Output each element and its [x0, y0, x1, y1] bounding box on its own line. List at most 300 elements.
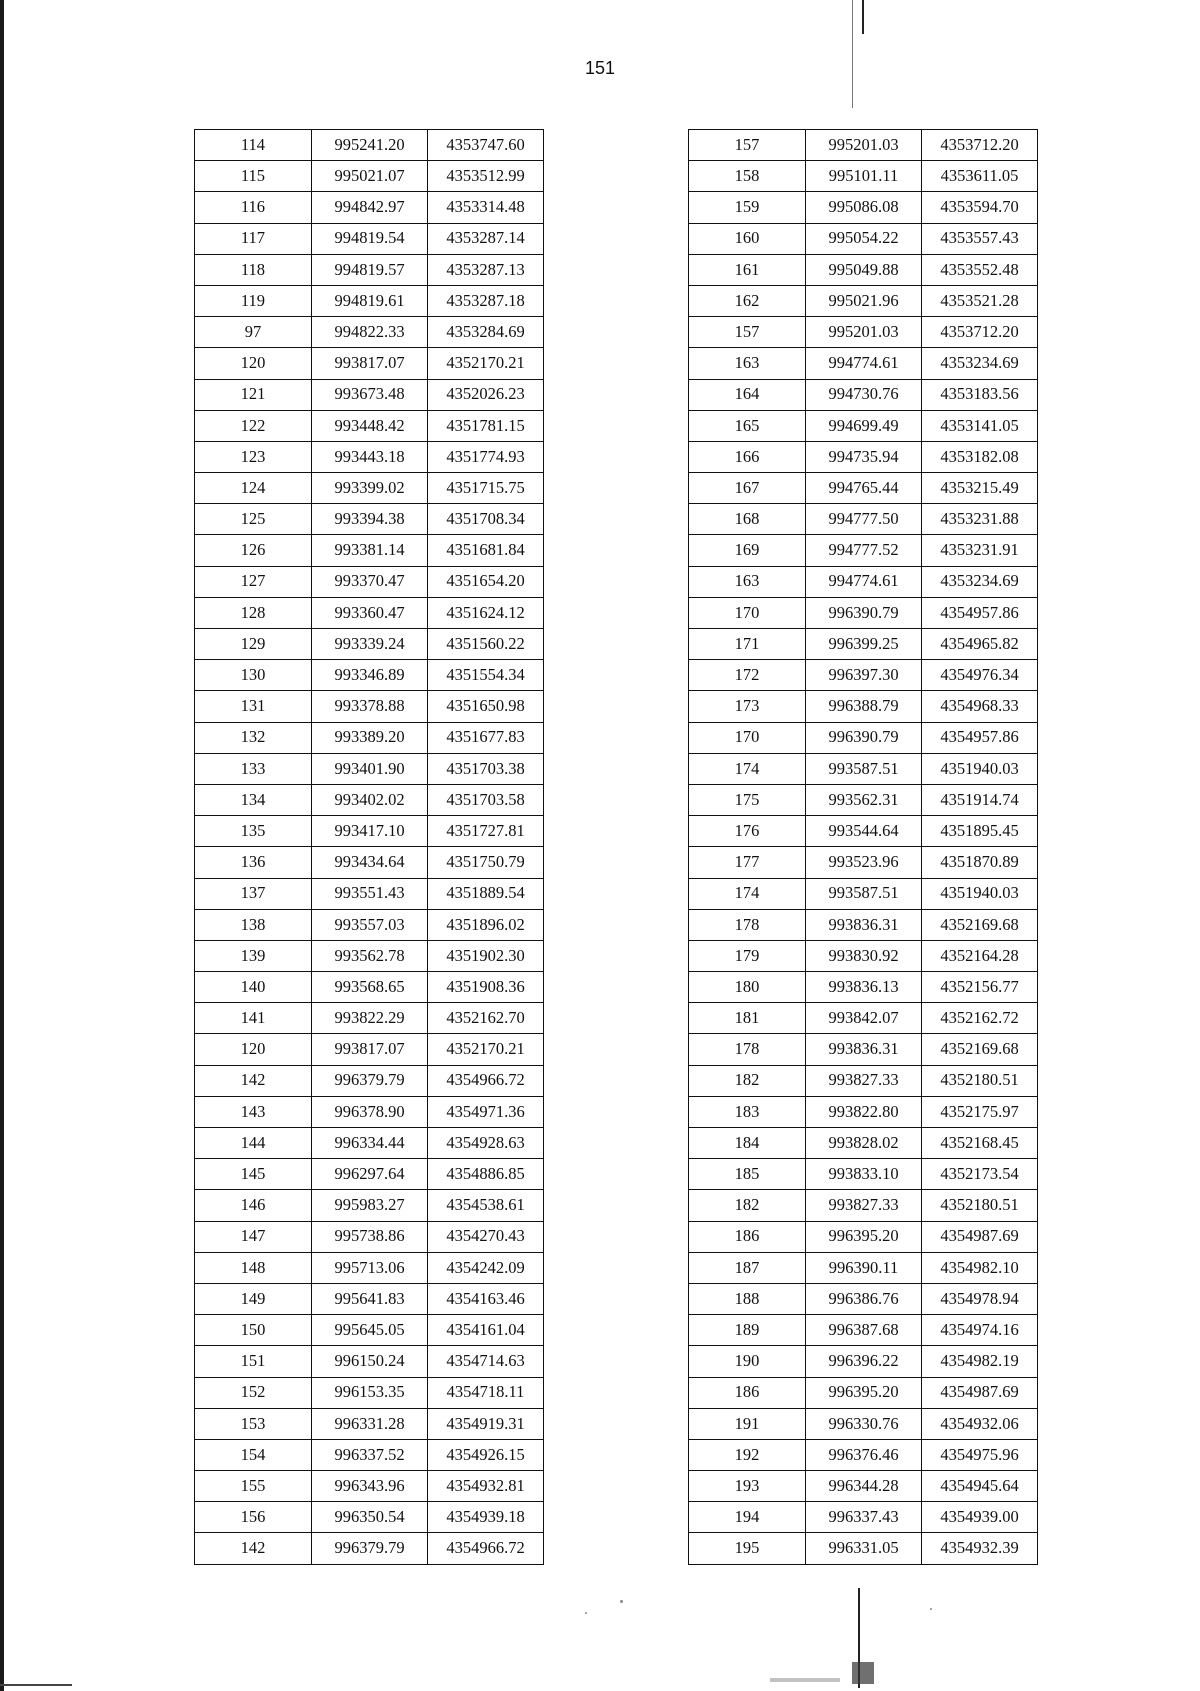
- x-coordinate-cell: 993389.20: [312, 722, 428, 753]
- table-row: [195, 1502, 544, 1533]
- point-id-cell: 174: [689, 878, 806, 909]
- table-row: [195, 784, 544, 815]
- point-id-cell: 170: [689, 722, 806, 753]
- x-coordinate-cell: 996395.20: [806, 1377, 922, 1408]
- x-coordinate-cell: 993568.65: [312, 972, 428, 1003]
- table-row: [195, 1096, 544, 1127]
- table-row: [689, 535, 1038, 566]
- table-row: [689, 566, 1038, 597]
- y-coordinate-cell: 4353557.43: [922, 223, 1038, 254]
- x-coordinate-cell: 993417.10: [312, 816, 428, 847]
- y-coordinate-cell: 4351870.89: [922, 847, 1038, 878]
- x-coordinate-cell: 994699.49: [806, 410, 922, 441]
- x-coordinate-cell: 993822.80: [806, 1096, 922, 1127]
- y-coordinate-cell: 4354945.64: [922, 1471, 1038, 1502]
- y-coordinate-cell: 4353512.99: [428, 161, 544, 192]
- table-row: [689, 1065, 1038, 1096]
- y-coordinate-cell: 4354978.94: [922, 1283, 1038, 1314]
- y-coordinate-cell: 4353182.08: [922, 441, 1038, 472]
- table-row: [195, 348, 544, 379]
- table-row: [689, 410, 1038, 441]
- x-coordinate-cell: 993822.29: [312, 1003, 428, 1034]
- y-coordinate-cell: 4353552.48: [922, 254, 1038, 285]
- point-id-cell: 116: [195, 192, 312, 223]
- point-id-cell: 145: [195, 1159, 312, 1190]
- point-id-cell: 119: [195, 285, 312, 316]
- table-row: [689, 629, 1038, 660]
- point-id-cell: 132: [195, 722, 312, 753]
- y-coordinate-cell: 4351940.03: [922, 753, 1038, 784]
- point-id-cell: 186: [689, 1221, 806, 1252]
- y-coordinate-cell: 4351703.38: [428, 753, 544, 784]
- table-row: [195, 535, 544, 566]
- point-id-cell: 133: [195, 753, 312, 784]
- y-coordinate-cell: 4353611.05: [922, 161, 1038, 192]
- y-coordinate-cell: 4352162.72: [922, 1003, 1038, 1034]
- x-coordinate-cell: 993360.47: [312, 597, 428, 628]
- table-row: [195, 473, 544, 504]
- table-row: [689, 1471, 1038, 1502]
- point-id-cell: 117: [195, 223, 312, 254]
- point-id-cell: 122: [195, 410, 312, 441]
- table-row: [689, 1221, 1038, 1252]
- y-coordinate-cell: 4354928.63: [428, 1128, 544, 1159]
- y-coordinate-cell: 4354957.86: [922, 722, 1038, 753]
- table-row: [689, 847, 1038, 878]
- x-coordinate-cell: 993394.38: [312, 504, 428, 535]
- point-id-cell: 177: [689, 847, 806, 878]
- y-coordinate-cell: 4353231.91: [922, 535, 1038, 566]
- x-coordinate-cell: 994819.61: [312, 285, 428, 316]
- point-id-cell: 147: [195, 1221, 312, 1252]
- table-row: [195, 1377, 544, 1408]
- point-id-cell: 152: [195, 1377, 312, 1408]
- table-row: [195, 441, 544, 472]
- y-coordinate-cell: 4354939.00: [922, 1502, 1038, 1533]
- table-row: [689, 1034, 1038, 1065]
- binding-smudge-faint: [770, 1678, 840, 1682]
- point-id-cell: 184: [689, 1128, 806, 1159]
- point-id-cell: 173: [689, 691, 806, 722]
- point-id-cell: 189: [689, 1315, 806, 1346]
- y-coordinate-cell: 4354538.61: [428, 1190, 544, 1221]
- x-coordinate-cell: 996344.28: [806, 1471, 922, 1502]
- point-id-cell: 138: [195, 909, 312, 940]
- point-id-cell: 120: [195, 1034, 312, 1065]
- y-coordinate-cell: 4351902.30: [428, 940, 544, 971]
- y-coordinate-cell: 4353521.28: [922, 285, 1038, 316]
- y-coordinate-cell: 4354965.82: [922, 629, 1038, 660]
- table-row: [689, 722, 1038, 753]
- table-row: [689, 441, 1038, 472]
- point-id-cell: 142: [195, 1065, 312, 1096]
- point-id-cell: 158: [689, 161, 806, 192]
- x-coordinate-cell: 993551.43: [312, 878, 428, 909]
- binding-smudge: [852, 1662, 874, 1684]
- x-coordinate-cell: 995086.08: [806, 192, 922, 223]
- table-row: [195, 1283, 544, 1314]
- point-id-cell: 182: [689, 1065, 806, 1096]
- point-id-cell: 175: [689, 784, 806, 815]
- point-id-cell: 186: [689, 1377, 806, 1408]
- y-coordinate-cell: 4351896.02: [428, 909, 544, 940]
- y-coordinate-cell: 4352026.23: [428, 379, 544, 410]
- page-number: 151: [584, 58, 616, 78]
- x-coordinate-cell: 993523.96: [806, 847, 922, 878]
- y-coordinate-cell: 4352180.51: [922, 1190, 1038, 1221]
- table-row: [195, 597, 544, 628]
- y-coordinate-cell: 4353234.69: [922, 566, 1038, 597]
- point-id-cell: 185: [689, 1159, 806, 1190]
- x-coordinate-cell: 996388.79: [806, 691, 922, 722]
- scan-left-edge: [0, 0, 4, 1691]
- table-row: [195, 410, 544, 441]
- y-coordinate-cell: 4352180.51: [922, 1065, 1038, 1096]
- y-coordinate-cell: 4351914.74: [922, 784, 1038, 815]
- point-id-cell: 137: [195, 878, 312, 909]
- table-row: [195, 566, 544, 597]
- scan-speck: [585, 1612, 587, 1614]
- x-coordinate-cell: 996396.22: [806, 1346, 922, 1377]
- x-coordinate-cell: 993587.51: [806, 878, 922, 909]
- y-coordinate-cell: 4351727.81: [428, 816, 544, 847]
- point-id-cell: 118: [195, 254, 312, 285]
- table-row: [689, 660, 1038, 691]
- y-coordinate-cell: 4354974.16: [922, 1315, 1038, 1346]
- y-coordinate-cell: 4353747.60: [428, 130, 544, 161]
- x-coordinate-cell: 993817.07: [312, 1034, 428, 1065]
- y-coordinate-cell: 4352164.28: [922, 940, 1038, 971]
- y-coordinate-cell: 4354966.72: [428, 1533, 544, 1564]
- x-coordinate-cell: 993448.42: [312, 410, 428, 441]
- x-coordinate-cell: 994777.52: [806, 535, 922, 566]
- y-coordinate-cell: 4354987.69: [922, 1377, 1038, 1408]
- x-coordinate-cell: 995201.03: [806, 317, 922, 348]
- table-row: [689, 1159, 1038, 1190]
- table-row: [195, 1159, 544, 1190]
- point-id-cell: 168: [689, 504, 806, 535]
- x-coordinate-cell: 996378.90: [312, 1096, 428, 1127]
- y-coordinate-cell: 4351654.20: [428, 566, 544, 597]
- y-coordinate-cell: 4354886.85: [428, 1159, 544, 1190]
- x-coordinate-cell: 993557.03: [312, 909, 428, 940]
- table-row: [689, 473, 1038, 504]
- point-id-cell: 157: [689, 130, 806, 161]
- table-row: [195, 192, 544, 223]
- y-coordinate-cell: 4351624.12: [428, 597, 544, 628]
- y-coordinate-cell: 4354270.43: [428, 1221, 544, 1252]
- x-coordinate-cell: 996330.76: [806, 1408, 922, 1439]
- table-row: [195, 629, 544, 660]
- y-coordinate-cell: 4354932.06: [922, 1408, 1038, 1439]
- table-row: [689, 1003, 1038, 1034]
- x-coordinate-cell: 996350.54: [312, 1502, 428, 1533]
- y-coordinate-cell: 4352162.70: [428, 1003, 544, 1034]
- y-coordinate-cell: 4352168.45: [922, 1128, 1038, 1159]
- x-coordinate-cell: 993346.89: [312, 660, 428, 691]
- x-coordinate-cell: 994819.57: [312, 254, 428, 285]
- x-coordinate-cell: 993587.51: [806, 753, 922, 784]
- y-coordinate-cell: 4353141.05: [922, 410, 1038, 441]
- x-coordinate-cell: 996386.76: [806, 1283, 922, 1314]
- point-id-cell: 195: [689, 1533, 806, 1564]
- point-id-cell: 127: [195, 566, 312, 597]
- table-row: [195, 940, 544, 971]
- y-coordinate-cell: 4351750.79: [428, 847, 544, 878]
- table-row: [195, 285, 544, 316]
- x-coordinate-cell: 993339.24: [312, 629, 428, 660]
- x-coordinate-cell: 996379.79: [312, 1533, 428, 1564]
- point-id-cell: 172: [689, 660, 806, 691]
- table-row: [195, 691, 544, 722]
- point-id-cell: 130: [195, 660, 312, 691]
- point-id-cell: 124: [195, 473, 312, 504]
- table-row: [195, 1065, 544, 1096]
- point-id-cell: 178: [689, 909, 806, 940]
- point-id-cell: 148: [195, 1252, 312, 1283]
- y-coordinate-cell: 4354242.09: [428, 1252, 544, 1283]
- y-coordinate-cell: 4354163.46: [428, 1283, 544, 1314]
- table-row: [195, 1190, 544, 1221]
- table-row: [689, 691, 1038, 722]
- y-coordinate-cell: 4351715.75: [428, 473, 544, 504]
- y-coordinate-cell: 4352170.21: [428, 1034, 544, 1065]
- x-coordinate-cell: 994774.61: [806, 566, 922, 597]
- x-coordinate-cell: 995101.11: [806, 161, 922, 192]
- x-coordinate-cell: 996390.79: [806, 722, 922, 753]
- point-id-cell: 120: [195, 348, 312, 379]
- table-row: [689, 972, 1038, 1003]
- table-row: [195, 816, 544, 847]
- y-coordinate-cell: 4351889.54: [428, 878, 544, 909]
- y-coordinate-cell: 4353183.56: [922, 379, 1038, 410]
- table-row: [195, 972, 544, 1003]
- y-coordinate-cell: 4354718.11: [428, 1377, 544, 1408]
- y-coordinate-cell: 4353712.20: [922, 130, 1038, 161]
- y-coordinate-cell: 4353287.13: [428, 254, 544, 285]
- x-coordinate-cell: 994730.76: [806, 379, 922, 410]
- table-row: [195, 504, 544, 535]
- point-id-cell: 131: [195, 691, 312, 722]
- point-id-cell: 167: [689, 473, 806, 504]
- coordinates-table-right: [688, 129, 1038, 1565]
- point-id-cell: 134: [195, 784, 312, 815]
- x-coordinate-cell: 996379.79: [312, 1065, 428, 1096]
- table-row: [195, 660, 544, 691]
- table-row: [195, 847, 544, 878]
- table-row: [195, 223, 544, 254]
- table-row: [689, 816, 1038, 847]
- point-id-cell: 159: [689, 192, 806, 223]
- x-coordinate-cell: 995241.20: [312, 130, 428, 161]
- point-id-cell: 160: [689, 223, 806, 254]
- x-coordinate-cell: 994822.33: [312, 317, 428, 348]
- y-coordinate-cell: 4354982.19: [922, 1346, 1038, 1377]
- table-row: [689, 504, 1038, 535]
- y-coordinate-cell: 4354926.15: [428, 1439, 544, 1470]
- x-coordinate-cell: 993562.78: [312, 940, 428, 971]
- point-id-cell: 170: [689, 597, 806, 628]
- table-row: [689, 223, 1038, 254]
- table-row: [195, 753, 544, 784]
- table-row: [195, 1128, 544, 1159]
- point-id-cell: 114: [195, 130, 312, 161]
- x-coordinate-cell: 994842.97: [312, 192, 428, 223]
- point-id-cell: 171: [689, 629, 806, 660]
- table-row: [689, 1408, 1038, 1439]
- x-coordinate-cell: 996150.24: [312, 1346, 428, 1377]
- point-id-cell: 194: [689, 1502, 806, 1533]
- y-coordinate-cell: 4354971.36: [428, 1096, 544, 1127]
- y-coordinate-cell: 4352170.21: [428, 348, 544, 379]
- point-id-cell: 153: [195, 1408, 312, 1439]
- x-coordinate-cell: 995049.88: [806, 254, 922, 285]
- y-coordinate-cell: 4354714.63: [428, 1346, 544, 1377]
- x-coordinate-cell: 993817.07: [312, 348, 428, 379]
- scan-bottom-rule: [0, 1684, 72, 1686]
- binding-mark-top-faint: [852, 0, 853, 108]
- point-id-cell: 146: [195, 1190, 312, 1221]
- x-coordinate-cell: 994765.44: [806, 473, 922, 504]
- x-coordinate-cell: 994735.94: [806, 441, 922, 472]
- x-coordinate-cell: 993842.07: [806, 1003, 922, 1034]
- point-id-cell: 135: [195, 816, 312, 847]
- table-row: [689, 1439, 1038, 1470]
- point-id-cell: 156: [195, 1502, 312, 1533]
- y-coordinate-cell: 4351650.98: [428, 691, 544, 722]
- table-row: [689, 1315, 1038, 1346]
- x-coordinate-cell: 993399.02: [312, 473, 428, 504]
- point-id-cell: 115: [195, 161, 312, 192]
- point-id-cell: 139: [195, 940, 312, 971]
- point-id-cell: 164: [689, 379, 806, 410]
- x-coordinate-cell: 996337.43: [806, 1502, 922, 1533]
- table-row: [195, 1408, 544, 1439]
- y-coordinate-cell: 4354987.69: [922, 1221, 1038, 1252]
- point-id-cell: 157: [689, 317, 806, 348]
- point-id-cell: 129: [195, 629, 312, 660]
- y-coordinate-cell: 4351677.83: [428, 722, 544, 753]
- x-coordinate-cell: 994777.50: [806, 504, 922, 535]
- x-coordinate-cell: 993434.64: [312, 847, 428, 878]
- point-id-cell: 192: [689, 1439, 806, 1470]
- table-row: [689, 1252, 1038, 1283]
- point-id-cell: 193: [689, 1471, 806, 1502]
- table-row: [689, 753, 1038, 784]
- point-id-cell: 161: [689, 254, 806, 285]
- x-coordinate-cell: 996390.11: [806, 1252, 922, 1283]
- point-id-cell: 166: [689, 441, 806, 472]
- table-row: [195, 1439, 544, 1470]
- x-coordinate-cell: 996397.30: [806, 660, 922, 691]
- y-coordinate-cell: 4353284.69: [428, 317, 544, 348]
- table-row: [689, 379, 1038, 410]
- table-row: [689, 940, 1038, 971]
- x-coordinate-cell: 996334.44: [312, 1128, 428, 1159]
- point-id-cell: 176: [689, 816, 806, 847]
- x-coordinate-cell: 993443.18: [312, 441, 428, 472]
- point-id-cell: 165: [689, 410, 806, 441]
- table-row: [195, 130, 544, 161]
- x-coordinate-cell: 993828.02: [806, 1128, 922, 1159]
- table-row: [689, 1533, 1038, 1564]
- table-row: [195, 317, 544, 348]
- x-coordinate-cell: 993562.31: [806, 784, 922, 815]
- x-coordinate-cell: 996376.46: [806, 1439, 922, 1470]
- table-row: [195, 722, 544, 753]
- point-id-cell: 191: [689, 1408, 806, 1439]
- point-id-cell: 162: [689, 285, 806, 316]
- table-row: [689, 1096, 1038, 1127]
- y-coordinate-cell: 4352169.68: [922, 909, 1038, 940]
- x-coordinate-cell: 994819.54: [312, 223, 428, 254]
- x-coordinate-cell: 996395.20: [806, 1221, 922, 1252]
- x-coordinate-cell: 995641.83: [312, 1283, 428, 1314]
- point-id-cell: 123: [195, 441, 312, 472]
- x-coordinate-cell: 996390.79: [806, 597, 922, 628]
- y-coordinate-cell: 4351560.22: [428, 629, 544, 660]
- y-coordinate-cell: 4353287.18: [428, 285, 544, 316]
- x-coordinate-cell: 993401.90: [312, 753, 428, 784]
- table-row: [689, 130, 1038, 161]
- x-coordinate-cell: 993836.13: [806, 972, 922, 1003]
- table-row: [195, 161, 544, 192]
- table-row: [689, 317, 1038, 348]
- scan-speck: [930, 1608, 932, 1610]
- y-coordinate-cell: 4352156.77: [922, 972, 1038, 1003]
- table-row: [689, 878, 1038, 909]
- x-coordinate-cell: 996337.52: [312, 1439, 428, 1470]
- x-coordinate-cell: 996297.64: [312, 1159, 428, 1190]
- table-row: [195, 1252, 544, 1283]
- x-coordinate-cell: 993370.47: [312, 566, 428, 597]
- table-row: [689, 1502, 1038, 1533]
- x-coordinate-cell: 993830.92: [806, 940, 922, 971]
- x-coordinate-cell: 996399.25: [806, 629, 922, 660]
- x-coordinate-cell: 996331.28: [312, 1408, 428, 1439]
- x-coordinate-cell: 993827.33: [806, 1065, 922, 1096]
- point-id-cell: 187: [689, 1252, 806, 1283]
- point-id-cell: 179: [689, 940, 806, 971]
- point-id-cell: 97: [195, 317, 312, 348]
- table-row: [195, 909, 544, 940]
- point-id-cell: 190: [689, 1346, 806, 1377]
- point-id-cell: 150: [195, 1315, 312, 1346]
- table-row: [689, 285, 1038, 316]
- y-coordinate-cell: 4354939.18: [428, 1502, 544, 1533]
- x-coordinate-cell: 993378.88: [312, 691, 428, 722]
- point-id-cell: 163: [689, 566, 806, 597]
- y-coordinate-cell: 4354976.34: [922, 660, 1038, 691]
- x-coordinate-cell: 995713.06: [312, 1252, 428, 1283]
- scan-speck: [620, 1600, 623, 1603]
- point-id-cell: 136: [195, 847, 312, 878]
- point-id-cell: 143: [195, 1096, 312, 1127]
- point-id-cell: 125: [195, 504, 312, 535]
- y-coordinate-cell: 4354161.04: [428, 1315, 544, 1346]
- y-coordinate-cell: 4353234.69: [922, 348, 1038, 379]
- y-coordinate-cell: 4351708.34: [428, 504, 544, 535]
- y-coordinate-cell: 4351781.15: [428, 410, 544, 441]
- point-id-cell: 140: [195, 972, 312, 1003]
- point-id-cell: 178: [689, 1034, 806, 1065]
- y-coordinate-cell: 4354975.96: [922, 1439, 1038, 1470]
- y-coordinate-cell: 4354932.39: [922, 1533, 1038, 1564]
- x-coordinate-cell: 993402.02: [312, 784, 428, 815]
- x-coordinate-cell: 994774.61: [806, 348, 922, 379]
- table-row: [689, 254, 1038, 285]
- table-row: [195, 1221, 544, 1252]
